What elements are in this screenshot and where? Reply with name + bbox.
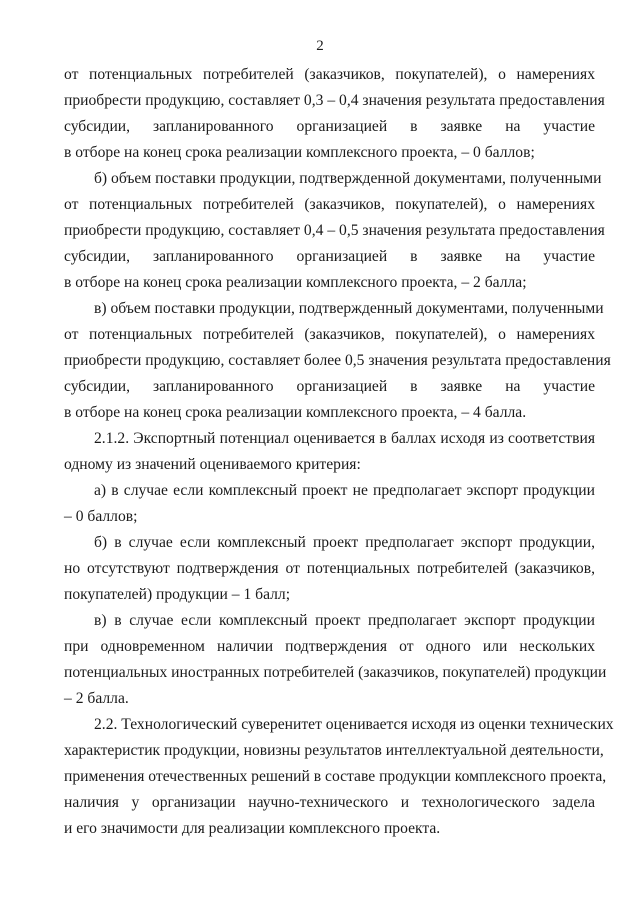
text-line: при одновременном наличии подтверждения от одного или нескольких	[64, 638, 595, 655]
text-line: – 0 баллов;	[64, 508, 138, 525]
text-line: б) в случае если комплексный проект предполагает экспорт продукции,	[94, 534, 595, 551]
text-line: наличия у организации научно-технического и технологического задела	[64, 794, 595, 811]
paragraph-item-a-export	[64, 478, 595, 530]
text-line: в отборе на конец срока реализации комплексного проекта, – 4 балла.	[64, 404, 527, 421]
text-line: а) в случае если комплексный проект не предполагает экспорт продукции	[94, 482, 595, 499]
paragraph-item-v-export	[64, 608, 607, 712]
text-line: в) объем поставки продукции, подтвержденный документами, полученными	[94, 300, 604, 317]
text-line: субсидии, запланированного организацией в заявке на участие	[64, 378, 595, 395]
text-line: приобрести продукцию, составляет 0,3 – 0,4 значения результата предоставления	[64, 92, 605, 109]
document-body	[64, 62, 614, 842]
text-line: в) в случае если комплексный проект предполагает экспорт продукции	[94, 612, 595, 629]
text-line: от потенциальных потребителей (заказчиков, покупателей), о намерениях	[64, 196, 595, 213]
text-line: субсидии, запланированного организацией в заявке на участие	[64, 248, 595, 265]
text-line: приобрести продукцию, составляет более 0,5 значения результата предоставления	[64, 352, 611, 369]
text-line: потенциальных иностранных потребителей (заказчиков, покупателей) продукции	[64, 664, 607, 681]
page-number: 2	[316, 38, 324, 54]
text-line: характеристик продукции, новизны результатов интеллектуальной деятельности,	[64, 742, 604, 759]
text-line: и его значимости для реализации комплексного проекта.	[64, 820, 441, 837]
paragraph-item-v-volume	[64, 296, 611, 426]
text-line: субсидии, запланированного организацией в заявке на участие	[64, 118, 595, 135]
text-line: б) объем поставки продукции, подтвержденной документами, полученными	[94, 170, 602, 187]
text-line: одному из значений оцениваемого критерия:	[64, 456, 361, 473]
text-line: 2.1.2. Экспортный потенциал оценивается в баллах исходя из соответствия	[94, 430, 595, 447]
text-line: но отсутствуют подтверждения от потенциальных потребителей (заказчиков,	[64, 560, 595, 577]
text-line: от потенциальных потребителей (заказчиков, покупателей), о намерениях	[64, 66, 595, 83]
paragraph-section-2-2	[64, 712, 614, 842]
paragraph-item-b-volume	[64, 166, 605, 296]
text-line: в отборе на конец срока реализации комплексного проекта, – 2 балла;	[64, 274, 527, 291]
text-line: в отборе на конец срока реализации комплексного проекта, – 0 баллов;	[64, 144, 535, 161]
text-line: приобрести продукцию, составляет 0,4 – 0,5 значения результата предоставления	[64, 222, 605, 239]
text-line: покупателей) продукции – 1 балл;	[64, 586, 291, 603]
paragraph-section-2-1-2	[64, 426, 595, 478]
text-line: от потенциальных потребителей (заказчиков, покупателей), о намерениях	[64, 326, 595, 343]
paragraph-item-b-export	[64, 530, 595, 608]
text-line: – 2 балла.	[64, 690, 129, 707]
paragraph-continuation	[64, 62, 605, 166]
text-line: применения отечественных решений в составе продукции комплексного проекта,	[64, 768, 607, 785]
text-line: 2.2. Технологический суверенитет оценивается исходя из оценки технических	[94, 716, 614, 733]
